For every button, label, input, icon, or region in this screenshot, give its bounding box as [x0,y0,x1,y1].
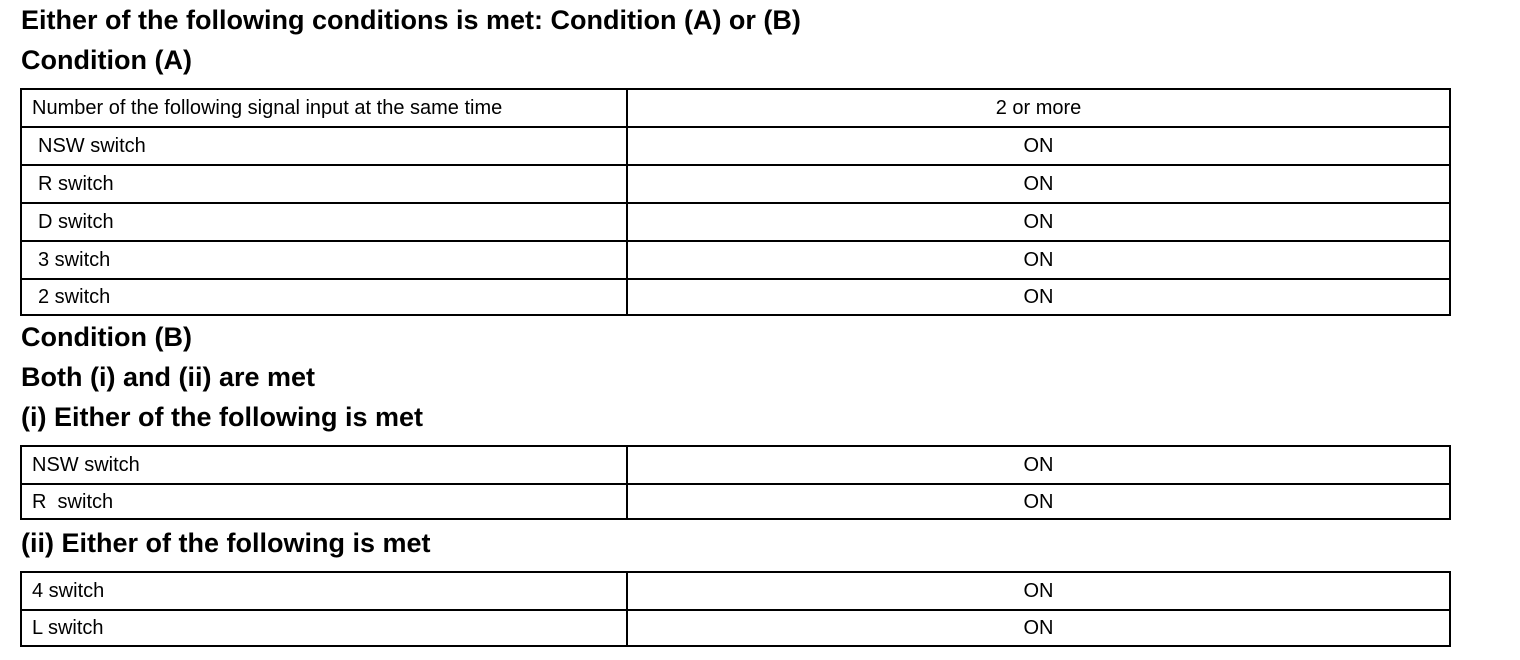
row-label: 2 switch [21,279,627,315]
sub-ii-heading: (ii) Either of the following is met [21,528,431,558]
row-value: ON [627,165,1450,203]
table-row [21,610,1450,646]
row-label: 3 switch [21,241,627,279]
row-value: ON [627,610,1450,646]
row-value: ON [627,484,1450,519]
row-label: Number of the following signal input at the same time [21,89,627,127]
table-row [21,446,1450,484]
table-row [21,279,1450,315]
table-row [21,165,1450,203]
row-label: L switch [21,610,627,646]
table-row [21,572,1450,610]
table-row [21,89,1450,127]
condition-i-table [20,445,1451,520]
main-heading: Either of the following conditions is met: Condition (A) or (B) [21,5,801,35]
both-met-heading: Both (i) and (ii) are met [21,362,316,392]
row-label: NSW switch [21,446,627,484]
row-value: ON [627,241,1450,279]
row-label: NSW switch [21,127,627,165]
row-label: 4 switch [21,572,627,610]
row-value: ON [627,203,1450,241]
row-value: ON [627,279,1450,315]
row-value: 2 or more [627,89,1450,127]
row-label: R switch [21,484,627,519]
table-row [21,484,1450,519]
row-value: ON [627,572,1450,610]
row-label: R switch [21,165,627,203]
condition-a-table [20,88,1451,316]
condition-b-heading: Condition (B) [21,322,192,352]
table-row [21,203,1450,241]
sub-i-heading: (i) Either of the following is met [21,402,423,432]
row-value: ON [627,446,1450,484]
row-value: ON [627,127,1450,165]
condition-a-heading: Condition (A) [21,45,192,75]
row-label: D switch [21,203,627,241]
condition-ii-table [20,571,1451,647]
table-row [21,241,1450,279]
table-row [21,127,1450,165]
